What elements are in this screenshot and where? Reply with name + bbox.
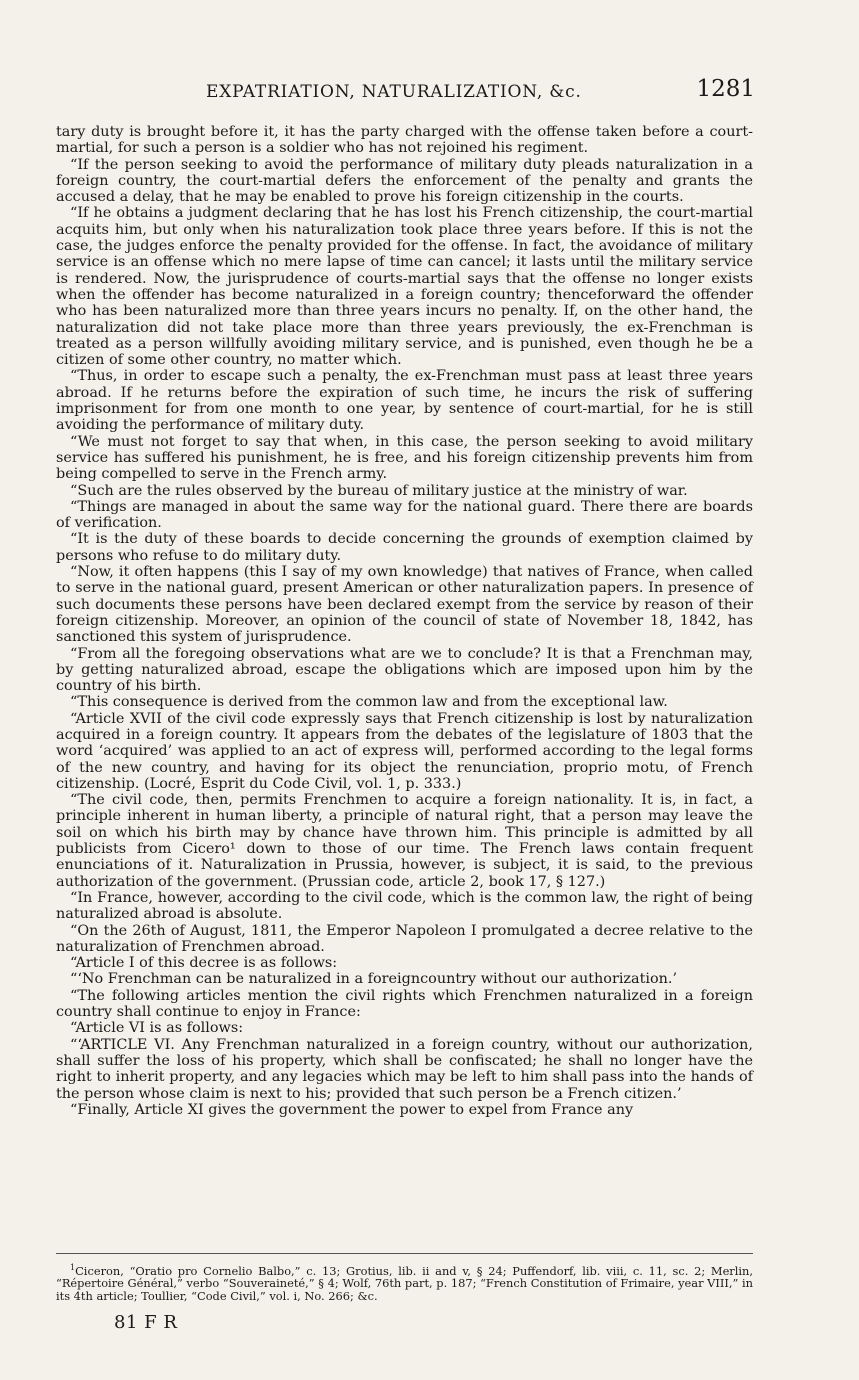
- paragraph: “This consequence is derived from the common law and from the exceptional law.: [70, 694, 668, 711]
- signature-mark: 81 F R: [114, 1312, 178, 1333]
- footnote-divider: [56, 1253, 753, 1254]
- running-head: EXPATRIATION, NATURALIZATION, &c.: [206, 82, 582, 102]
- paragraph: “If he obtains a judgment declaring that he has lost his French citizenship, the court-martial acquits him, but only when his naturalization took place three years before. If this is not the case, the judges enforce the penalty provided for the offense. In fact, the avoidance of military service is an offense which no mere lapse of time can cancel; it lasts until the military service is rendered. Now, the jurisprudence of courts-martial says that the offense no longer exists when the offender has become naturalized in a foreign country; thenceforward the offender who has been naturalized more than three years incurs no penalty. If, on the other hand, the naturalization did not take place more than three years previously, the ex-Frenchman is treated as a person willfully avoiding military service, and is punished, even though he be a citizen of some other country, no matter which.: [56, 205, 753, 369]
- paragraph: “Article VI is as follows:: [70, 1020, 244, 1037]
- paragraph: “In France, however, according to the civil code, which is the common law, the right of being naturalized abroad is absolute.: [56, 889, 753, 923]
- paragraph: “The following articles mention the civil rights which Frenchmen naturalized in a foreign country shall continue to enjoy in France:: [56, 987, 753, 1021]
- paragraph: “Finally, Article XI gives the government the power to expel from France any: [70, 1101, 634, 1118]
- paragraph: “Article I of this decree is as follows:: [70, 955, 338, 972]
- page-header: [56, 76, 755, 110]
- body-text: [56, 124, 753, 1118]
- paragraph: “From all the foregoing observations what are we to conclude? It is that a Frenchman may, by getting naturalized abroad, escape the obligations which are imposed upon him by the country of his birth.: [56, 645, 753, 695]
- page-number: 1281: [696, 76, 755, 102]
- paragraph: “‘ARTICLE VI. Any Frenchman naturalized in a foreign country, without our authorization, shall suffer the loss of his property, which shall be confiscated; he shall no longer have the right to inherit property, and any legacies which may be left to him shall pass into the hands of the person whose claim is next to his; provided that such person be a French citizen.’: [56, 1036, 753, 1102]
- paragraph: “Such are the rules observed by the bureau of military justice at the ministry of war.: [70, 482, 688, 499]
- paragraph: “Article XVII of the civil code expressly says that French citizenship is lost by naturalization acquired in a foreign country. It appears from the debates of the legislature of 1803 that the word ‘acquired’ was applied to an act of express will, performed according to the legal forms of the new country, and having for its object the renunciation, proprio motu, of French citizenship. (Locré, Esprit du Code Civil, vol. 1, p. 333.): [56, 710, 753, 792]
- paragraph: “The civil code, then, permits Frenchmen to acquire a foreign nationality. It is, in fact, a principle inherent in human liberty, a principle of natural right, that a person may leave the soil on which his birth may by chance have thrown him. This principle is admitted by all publicists from Cicero¹ down to those of our time. The French laws contain frequent enunciations of it. Naturalization in Prussia, however, is subject, it is said, to the previous authorization of the government. (Prussian code, article 2, book 17, § 127.): [56, 792, 753, 890]
- paragraph: “‘No Frenchman can be naturalized in a foreigncountry without our authorization.’: [70, 971, 678, 988]
- footnote-marker: 1: [70, 1263, 76, 1272]
- paragraph: tary duty is brought before it, it has the party charged with the offense taken before a court-martial, for such a person is a soldier who has not rejoined his regiment.: [56, 124, 753, 157]
- paragraph: “If the person seeking to avoid the performance of military duty pleads naturalization in a foreign country, the court-martial defers the enforcement of the penalty and grants the accused a delay, that he may be enabled to prove his foreign citizenship in the courts.: [56, 156, 753, 206]
- paragraph: “We must not forget to say that when, in this case, the person seeking to avoid military service has suffered his punishment, he is free, and his foreign citizenship prevents him from being compelled to serve in the French army.: [56, 433, 753, 483]
- paragraph: “Thus, in order to escape such a penalty, the ex-Frenchman must pass at least three years abroad. If he returns before the expiration of such time, he incurs the risk of suffering imprisonment for from one month to one year, by sentence of court-martial, for he is still avoiding the performance of military duty.: [56, 368, 753, 434]
- paragraph: “On the 26th of August, 1811, the Emperor Napoleon I promulgated a decree relative to the naturalization of Frenchmen abroad.: [56, 922, 753, 955]
- footnote: [56, 1262, 753, 1303]
- paragraph: “Things are managed in about the same way for the national guard. There there are boards of verification.: [56, 498, 753, 532]
- paragraph: “It is the duty of these boards to decide concerning the grounds of exemption claimed by persons who refuse to do military duty.: [56, 531, 753, 564]
- paragraph: “Now, it often happens (this I say of my own knowledge) that natives of France, when called to serve in the national guard, present American or other naturalization papers. In presence of such documents these persons have been declared exempt from the service by reason of their foreign citizenship. Moreover, an opinion of the council of state of November 18, 1842, has sanctioned this system of jurisprudence.: [56, 564, 753, 646]
- footnote-text: Ciceron, “Oratio pro Cornelio Balbo,” c. 13; Grotius, lib. ii and v, § 24; Puffendorf, lib. viii, c. 11, sc. 2; Merlin, “Répertoire Général,” verbo “Souveraineté,” § 4; Wolf, 76th part, p. 187; “French Constitution of Frimaire, year VIII,” in its 4th article; Toullier, “Code Civil,” vol. i, No. 266; &c.: [56, 1263, 753, 1303]
